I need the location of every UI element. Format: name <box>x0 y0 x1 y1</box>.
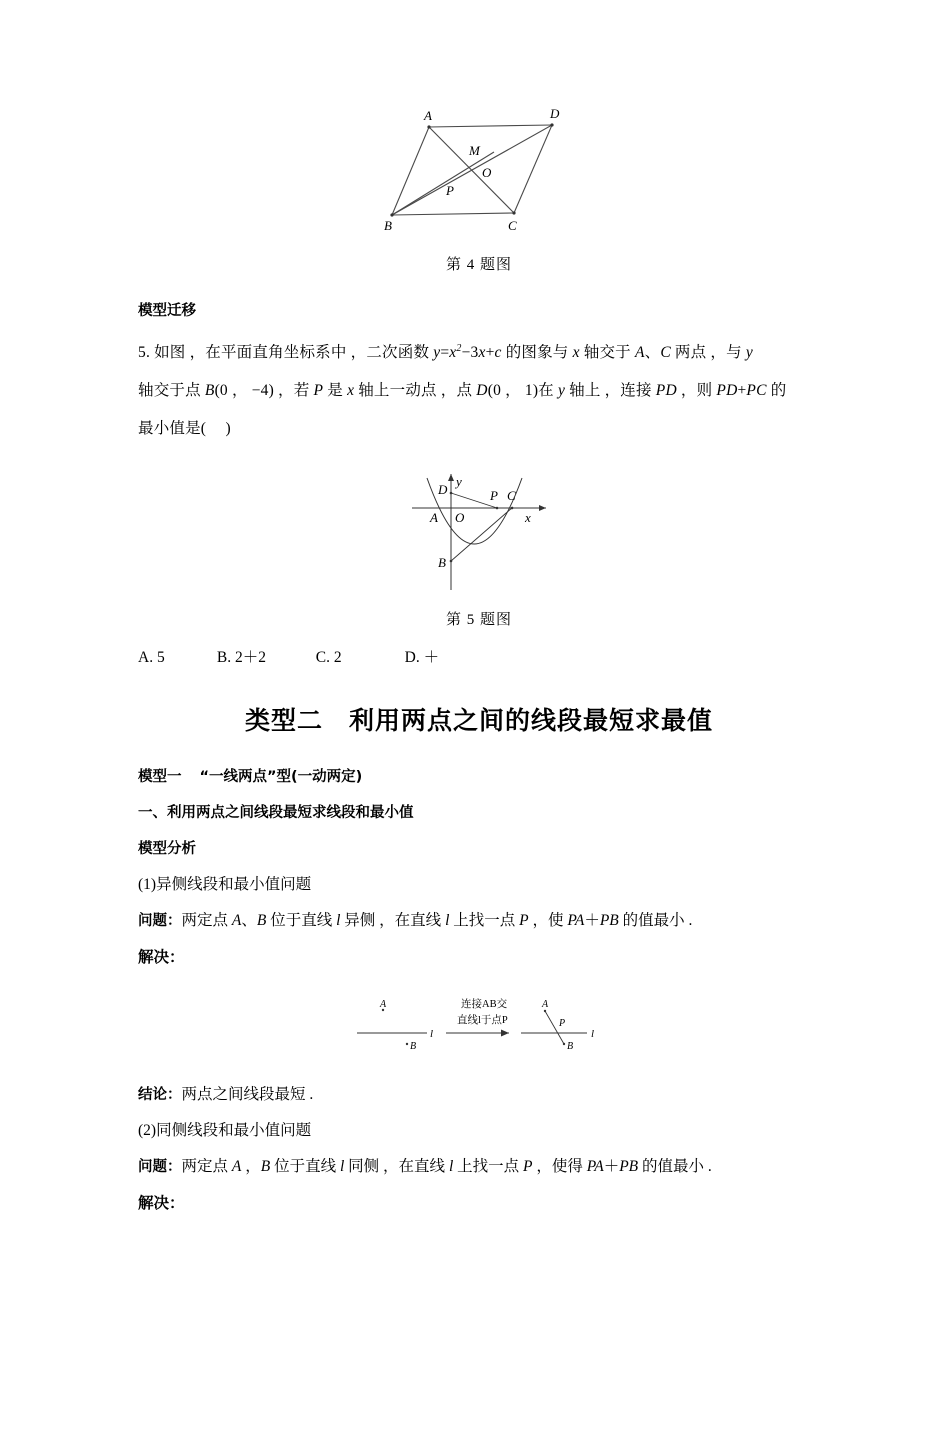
c1-pt-A: A <box>231 912 242 930</box>
c1-q-b: 位于直线 <box>266 912 337 930</box>
p5-pt-A: A <box>634 344 645 362</box>
c2-line-l2: l <box>448 1158 454 1176</box>
option-A-key: A. <box>138 649 154 667</box>
c2-q-c: 同侧 ，在直线 <box>344 1158 449 1176</box>
label-C: C <box>507 488 516 504</box>
parallelogram-diagram <box>374 105 584 235</box>
problem-5-line-3 <box>138 410 820 448</box>
label-B-left: B <box>410 1041 417 1053</box>
option-C-key: C. <box>315 649 330 667</box>
c2-pt-B: B <box>260 1158 271 1176</box>
label-C: C <box>508 218 517 233</box>
p5-eq-eq: = <box>440 344 450 362</box>
label-D: D <box>438 482 448 498</box>
label-x-axis: x <box>525 510 531 526</box>
model-1-heading <box>138 759 820 795</box>
label-l-right: l <box>591 1028 595 1041</box>
label-B: B <box>438 555 446 571</box>
p5-eq-plus: + <box>485 344 495 362</box>
figure-4-caption: 第 4 题图 <box>445 257 512 273</box>
p5-answer-blank[interactable] <box>206 420 225 437</box>
label-D: D <box>550 106 560 121</box>
parabola-coordinate-diagram <box>394 460 564 600</box>
c2-q-a: 两定点 <box>181 1158 232 1176</box>
c2-q-d: 上找一点 <box>453 1158 524 1176</box>
p5-l2-c: 是 <box>323 382 348 400</box>
c2-q-e: ，使得 <box>532 1158 587 1176</box>
case-2-question <box>138 1149 820 1185</box>
option-A[interactable] <box>138 643 213 673</box>
option-A-value: 5 <box>156 649 165 667</box>
p5-seg-PD2: PD <box>716 382 738 400</box>
c1-q-a: 两定点 <box>181 912 232 930</box>
case-2-question-label: 问题： <box>138 1159 182 1176</box>
type-2-heading <box>138 701 820 737</box>
option-C[interactable] <box>316 643 401 673</box>
c1-q-e: ，使 <box>528 912 568 930</box>
p5-axis-x: x <box>572 344 580 362</box>
c2-q-f: 的值最小 . <box>638 1158 712 1176</box>
c1-pt-B: B <box>256 912 267 930</box>
problem-5-text <box>138 330 820 448</box>
option-D-key: D. <box>404 649 420 667</box>
p5-l2-e: (0 ， 1)在 <box>487 382 558 400</box>
c1-q-f: 的值最小 . <box>618 912 693 930</box>
annotation-line-1: 连接AB交 <box>461 999 508 1011</box>
p5-l2-f: 轴上 ，连接 <box>565 382 656 400</box>
case-1-question-label: 问题： <box>138 913 182 930</box>
case-2-solution-label: 解决： <box>138 1194 185 1213</box>
p5-l1-end: 两点 ，与 <box>670 344 746 362</box>
c1-pt-P: P <box>519 912 529 930</box>
c2-pt-P: P <box>523 1158 533 1176</box>
p5-seg-PD: PD <box>655 382 677 400</box>
p5-l1-mid: 的图象与 <box>501 344 573 362</box>
problem-5-options <box>138 643 820 673</box>
p5-axis-y-end: y <box>745 344 753 362</box>
label-A: A <box>430 510 438 526</box>
model-analysis-heading: 模型分析 <box>138 841 196 858</box>
label-B-right: B <box>567 1041 574 1053</box>
c1-line-l2: l <box>445 912 450 930</box>
option-D[interactable] <box>405 643 439 673</box>
p5-l1-tail: 轴交于 <box>579 344 635 362</box>
p5-l2-b: (0 ， −4) ，若 <box>214 382 314 400</box>
p5-eq-x1: x <box>449 344 457 362</box>
c1-seg-PA: PA <box>567 912 585 930</box>
c1-q-c: 异侧 ，在直线 <box>340 912 446 930</box>
p5-pt-D: D <box>476 382 488 400</box>
p5-eq-rest: −3 <box>461 344 479 362</box>
p5-l2-d: 轴上一动点 ，点 <box>354 382 477 400</box>
p5-l3-close: ) <box>225 420 231 438</box>
c2-comma: ， <box>241 1158 261 1176</box>
option-B-key: B. <box>216 649 232 667</box>
c2-q-b: 位于直线 <box>270 1158 340 1176</box>
heading-model-transfer: 模型迁移 <box>138 303 196 319</box>
p5-l2-g: ，则 <box>676 382 717 400</box>
c1-dun: 、 <box>241 912 257 930</box>
figure-5 <box>138 460 820 600</box>
label-M: M <box>469 143 480 158</box>
p5-l3: 最小值是( <box>138 420 207 438</box>
c2-pt-A: A <box>231 1158 242 1176</box>
option-D-value: ＋ <box>423 649 440 667</box>
c1-line-l: l <box>336 912 341 930</box>
figure-4 <box>138 105 820 235</box>
type-2-prefix: 类型二 <box>244 706 323 736</box>
case-1-conclusion <box>138 1077 820 1113</box>
model-1-title: “一线两点”型(一动两定) <box>199 769 363 786</box>
c2-seg-PA: PA <box>586 1158 604 1176</box>
c2-line-l: l <box>339 1158 345 1176</box>
c1-plus: ＋ <box>584 912 600 930</box>
p5-l2-h: 的 <box>766 382 787 400</box>
p5-pt-C: C <box>660 344 671 362</box>
label-A: A <box>424 108 432 123</box>
case-1-question <box>138 903 820 939</box>
c2-seg-PB: PB <box>619 1158 639 1176</box>
option-B-value: 2＋2 <box>234 649 266 667</box>
p5-eq-x2: x <box>478 344 486 362</box>
p5-axis-x2: x <box>347 382 355 400</box>
p5-l2-a: 轴交于点 <box>138 382 205 400</box>
document-page <box>0 105 950 1449</box>
case-1-solution-label: 解决： <box>138 948 185 967</box>
section-1-heading: 一、利用两点之间线段最短求线段和最小值 <box>138 805 414 822</box>
case-1-conclusion-text: 两点之间线段最短 . <box>181 1086 314 1104</box>
annotation-line-2: 直线l于点P <box>457 1015 508 1027</box>
option-B[interactable] <box>217 643 312 673</box>
label-A-right: A <box>542 999 549 1011</box>
label-P: P <box>446 183 454 198</box>
c2-plus: ＋ <box>603 1158 620 1176</box>
label-P-right: P <box>559 1018 566 1030</box>
type-2-title: 利用两点之间的线段最短求最值 <box>349 706 714 736</box>
p5-dun: 、 <box>644 344 661 362</box>
p5-l2-plus: + <box>737 382 747 400</box>
label-l-left: l <box>430 1028 434 1041</box>
label-O: O <box>455 510 465 526</box>
label-P: P <box>490 488 498 504</box>
p5-eq-c: c <box>494 344 502 362</box>
case-2-title: (2)同侧线段和最小值问题 <box>138 1122 312 1140</box>
model-1-prefix: 模型一 <box>138 769 182 786</box>
p5-l1-prefix: 5. 如图 ，在平面直角坐标系中 ，二次函数 <box>138 344 434 362</box>
label-y-axis: y <box>456 474 462 490</box>
p5-pt-B: B <box>204 382 215 400</box>
p5-eq-y: y <box>433 344 441 362</box>
problem-5-line-1 <box>138 330 820 372</box>
label-O: O <box>482 165 492 180</box>
diagram-transform <box>138 981 820 1059</box>
c1-seg-PB: PB <box>599 912 619 930</box>
case-1-conclusion-label: 结论： <box>138 1087 182 1104</box>
figure-5-caption: 第 5 题图 <box>445 612 512 629</box>
p5-pt-P: P <box>313 382 324 400</box>
label-A-left: A <box>380 999 387 1011</box>
p5-eq-exp: 2 <box>456 343 462 354</box>
label-B: B <box>384 218 392 233</box>
problem-5-line-2 <box>138 372 820 410</box>
option-C-value: 2 <box>333 649 342 667</box>
line-two-points-diagram <box>349 981 609 1059</box>
p5-seg-PC: PC <box>746 382 767 400</box>
case-1-title: (1)异侧线段和最小值问题 <box>138 876 312 894</box>
p5-axis-y2: y <box>557 382 566 400</box>
c1-q-d: 上找一点 <box>449 912 520 930</box>
